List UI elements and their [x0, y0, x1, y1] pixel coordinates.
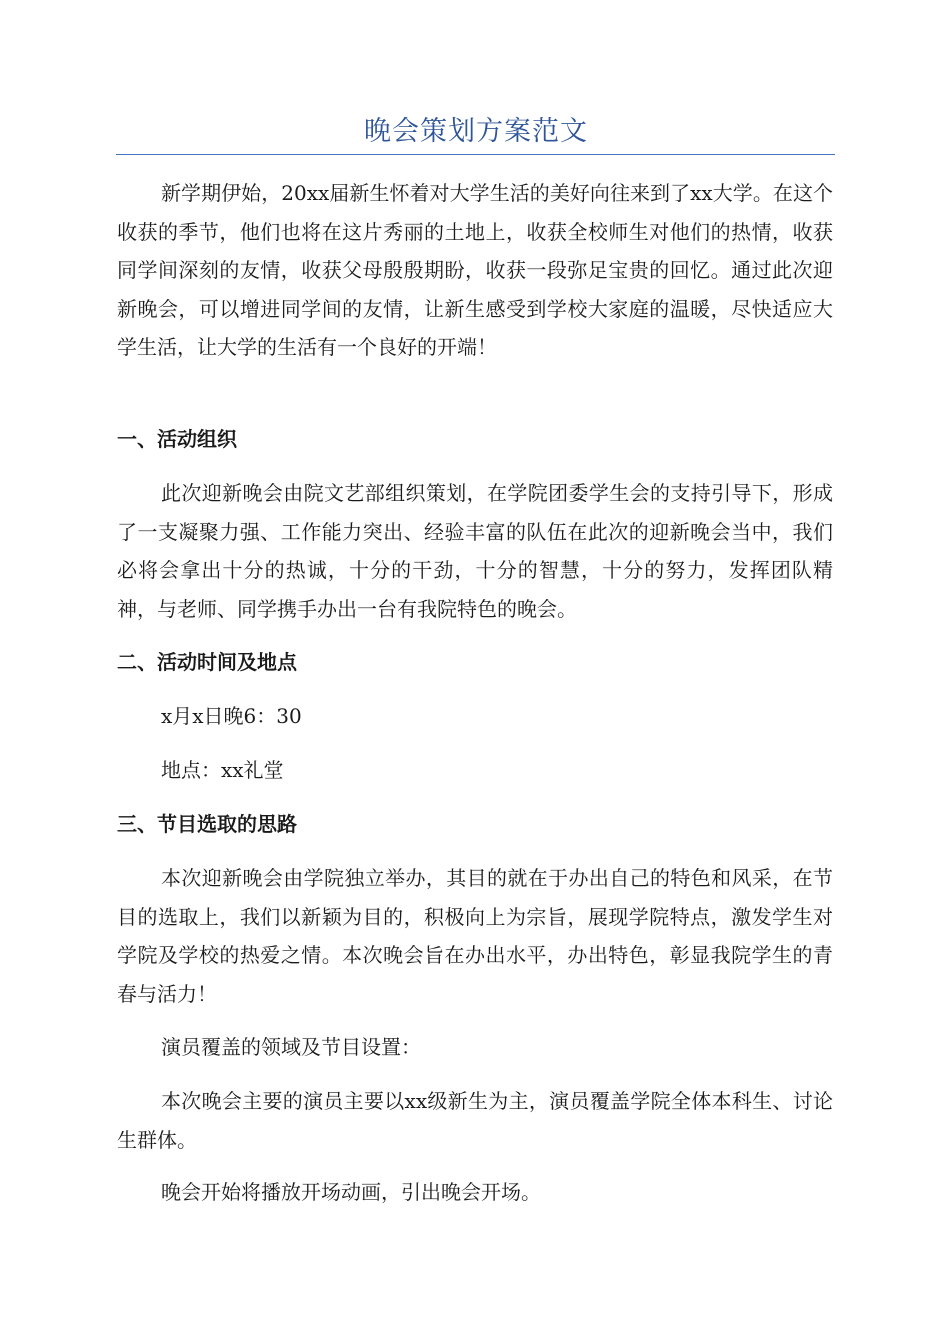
section-heading-time-place: 二、活动时间及地点: [117, 650, 297, 674]
organization-paragraph: 此次迎新晚会由院文艺部组织策划，在学院团委学生会的支持引导下，形成了一支凝聚力强、工作能力突出、经验丰富的队伍在此次的迎新晚会当中，我们必将会拿出十分的热诚，十分的干劲，十分的智慧，十分的努力，发挥团队精神，与老师、同学携手办出一台有我院特色的晚会。: [117, 481, 833, 621]
event-time: x月x日晚6：30: [161, 704, 302, 728]
performers-paragraph: 本次晚会主要的演员主要以xx级新生为主，演员覆盖学院全体本科生、讨论生群体。: [117, 1089, 833, 1152]
title-underline: [116, 154, 835, 155]
program-ideas-paragraph: 本次迎新晚会由学院独立举办，其目的就在于办出自己的特色和风采，在节目的选取上，我们以新颖为目的，积极向上为宗旨，展现学院特点，激发学生对学院及学校的热爱之情。本次晚会旨在办出水平，办出特色，彰显我院学生的青春与活力！: [117, 866, 833, 1006]
document-title: 晚会策划方案范文: [364, 116, 588, 147]
section-heading-program-ideas: 三、节目选取的思路: [117, 812, 297, 836]
event-place: 地点：xx礼堂: [161, 758, 284, 782]
performers-label: 演员覆盖的领域及节目设置：: [161, 1035, 421, 1059]
section-heading-organization: 一、活动组织: [117, 427, 237, 451]
intro-paragraph: 新学期伊始，20xx届新生怀着对大学生活的美好向往来到了xx大学。在这个收获的季节，他们也将在这片秀丽的土地上，收获全校师生对他们的热情，收获同学间深刻的友情，收获父母殷殷期盼，收获一段弥足宝贵的回忆。通过此次迎新晚会，可以增进同学间的友情，让新生感受到学校大家庭的温暖，尽快适应大学生活，让大学的生活有一个良好的开端！: [117, 181, 833, 359]
opening-paragraph: 晚会开始将播放开场动画，引出晚会开场。: [161, 1180, 541, 1204]
